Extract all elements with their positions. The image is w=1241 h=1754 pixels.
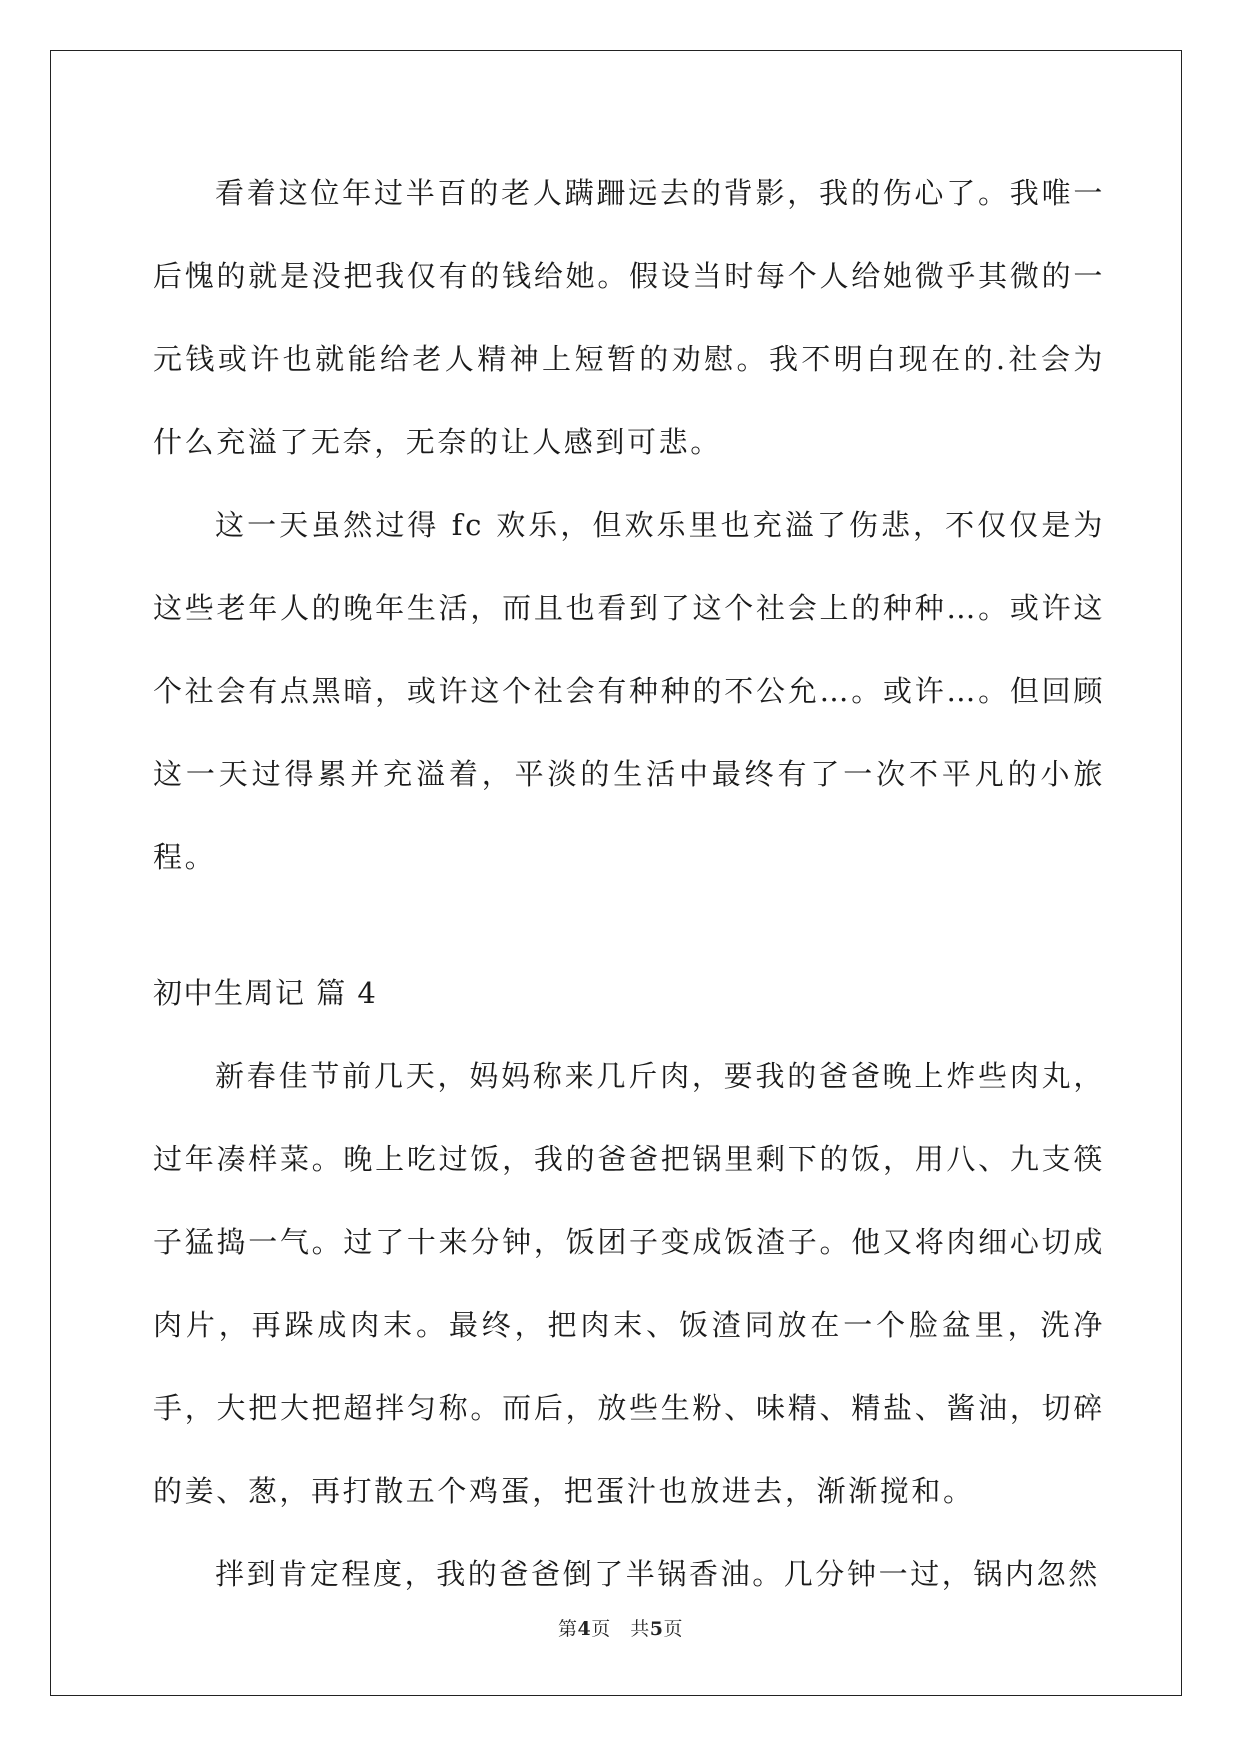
section-title: 初中生周记 篇 4	[153, 976, 378, 1010]
paragraph: 新春佳节前几天，妈妈称来几斤肉，要我的爸爸晚上炸些肉丸，过年凑样菜。晚上吃过饭，我的爸爸把锅里剩下的饭，用八、九支筷子猛捣一气。过了十来分钟，饭团子变成饭渣子。他又将肉细心切成肉片，再跺成肉末。最终，把肉末、饭渣同放在一个脸盆里，洗净手，大把大把超拌匀称。而后，放些生粉、味精、精盐、酱油，切碎的姜、葱，再打散五个鸡蛋，把蛋汁也放进去，渐渐搅和。	[153, 1059, 1105, 1508]
document-body	[153, 152, 1105, 1616]
paragraph: 看着这位年过半百的老人蹒跚远去的背影，我的伤心了。我唯一后愧的就是没把我仅有的钱给她。假设当时每个人给她微乎其微的一元钱或许也就能给老人精神上短暂的劝慰。我不明白现在的.社会为什么充溢了无奈，无奈的让人感到可悲。	[153, 176, 1105, 459]
footer-prefix: 第	[557, 1618, 578, 1640]
paragraph: 拌到肯定程度，我的爸爸倒了半锅香油。几分钟一过，锅内忽然	[215, 1557, 1100, 1591]
page-footer	[0, 1614, 1241, 1641]
current-page-number: 4	[577, 1618, 592, 1640]
footer-suffix: 页	[663, 1618, 683, 1640]
total-pages-number: 5	[649, 1618, 664, 1640]
paragraph: 这一天虽然过得 fc 欢乐，但欢乐里也充溢了伤悲，不仅仅是为这些老年人的晚年生活，而且也看到了这个社会上的种种…。或许这个社会有点黑暗，或许这个社会有种种的不公允…。或许…。但回顾这一天过得累并充溢着，平淡的生活中最终有了一次不平凡的小旅程。	[153, 508, 1105, 874]
footer-mid: 页 共	[591, 1618, 650, 1640]
